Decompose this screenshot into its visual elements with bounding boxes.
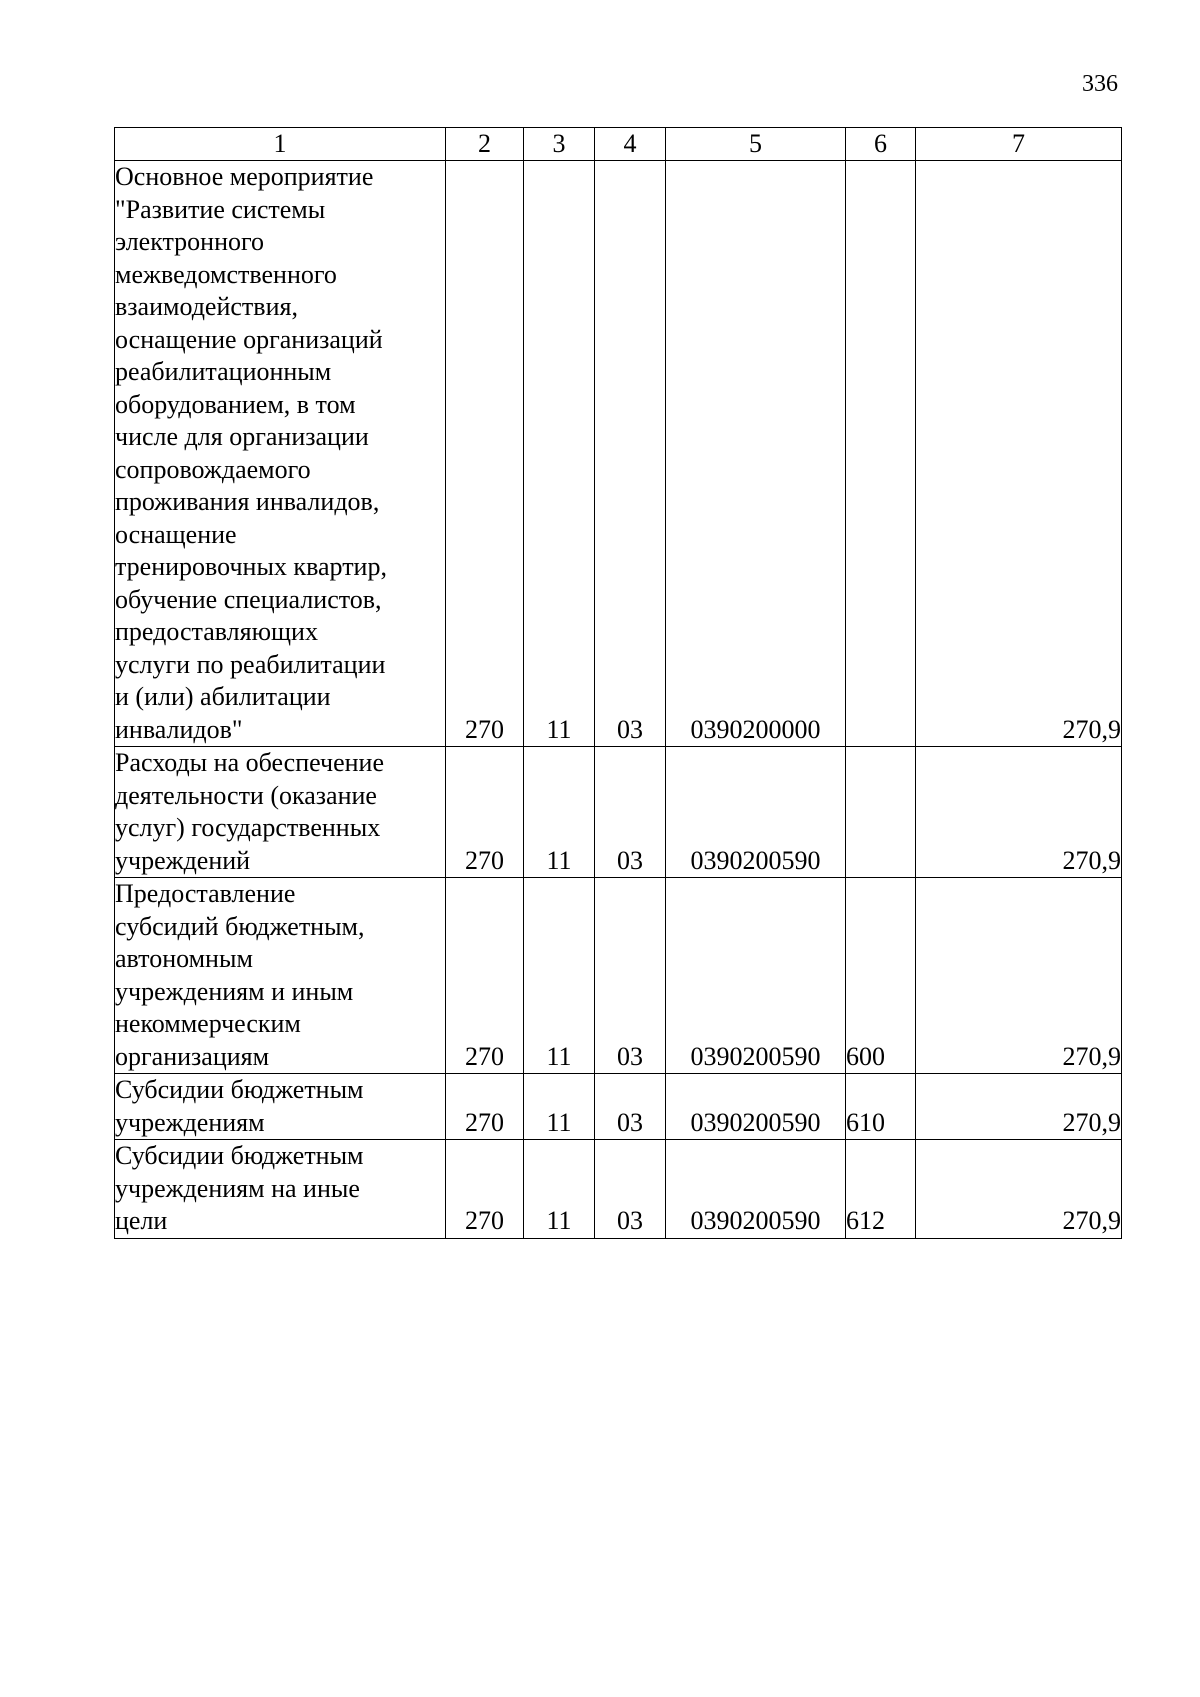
row-col2-cell: 270 xyxy=(446,1140,524,1239)
row-col3-cell: 11 xyxy=(524,161,595,747)
row-name-line: услуги по реабилитации xyxy=(115,649,386,679)
header-cell-3: 3 xyxy=(524,128,595,161)
row-name-line: учреждениям на иные xyxy=(115,1173,360,1203)
row-col4-cell: 03 xyxy=(595,878,666,1074)
row-name-line: межведомственного xyxy=(115,259,337,289)
row-name-line: цели xyxy=(115,1206,168,1235)
row-col6-cell xyxy=(846,161,916,747)
row-name-line: оснащение организаций xyxy=(115,324,383,354)
row-col6-cell: 612 xyxy=(846,1140,916,1239)
budget-table xyxy=(114,127,1122,1239)
table-row xyxy=(115,878,1122,1074)
row-col5-cell: 0390200590 xyxy=(666,747,846,878)
row-col5-cell: 0390200590 xyxy=(666,1140,846,1239)
row-col4-cell: 03 xyxy=(595,161,666,747)
header-cell-1: 1 xyxy=(115,128,446,161)
row-name-line: сопровождаемого xyxy=(115,454,311,484)
header-cell-6: 6 xyxy=(846,128,916,161)
row-name-line: учреждениям xyxy=(115,1107,265,1137)
row-col7-cell: 270,9 xyxy=(916,878,1122,1074)
row-col3-cell: 11 xyxy=(524,878,595,1074)
table-row xyxy=(115,1074,1122,1140)
row-name-line: Субсидии бюджетным xyxy=(115,1141,364,1170)
header-cell-2: 2 xyxy=(446,128,524,161)
row-name-line: оснащение xyxy=(115,519,237,549)
row-name-line: Расходы на обеспечение xyxy=(115,748,385,777)
row-name-line: Основное мероприятие xyxy=(115,162,374,191)
table-header-row xyxy=(115,128,1122,161)
row-name-line: обучение специалистов, xyxy=(115,584,382,614)
table-row xyxy=(115,161,1122,747)
row-col3-cell: 11 xyxy=(524,1074,595,1140)
header-cell-4: 4 xyxy=(595,128,666,161)
row-name-line: автономным xyxy=(115,944,253,973)
row-name-line: учреждений xyxy=(115,845,251,875)
row-col6-cell: 600 xyxy=(846,878,916,1074)
row-name-cell xyxy=(115,747,446,878)
row-col7-cell: 270,9 xyxy=(916,1074,1122,1140)
row-name-line: реабилитационным xyxy=(115,357,332,386)
row-col5-cell: 0390200590 xyxy=(666,878,846,1074)
row-col6-cell xyxy=(846,747,916,878)
row-col3-cell: 11 xyxy=(524,747,595,878)
row-name-line: субсидий бюджетным, xyxy=(115,911,365,941)
row-col6-cell: 610 xyxy=(846,1074,916,1140)
row-col2-cell: 270 xyxy=(446,747,524,878)
row-col5-cell: 0390200000 xyxy=(666,161,846,747)
row-col2-cell: 270 xyxy=(446,878,524,1074)
table-row xyxy=(115,1140,1122,1239)
row-name-line: Предоставление xyxy=(115,879,296,908)
row-name-line: деятельности (оказание xyxy=(115,780,377,810)
row-name-line: "Развитие системы xyxy=(115,194,326,224)
row-name-cell xyxy=(115,161,446,747)
row-name-line: и (или) абилитации xyxy=(115,682,331,711)
row-col2-cell: 270 xyxy=(446,1074,524,1140)
row-col4-cell: 03 xyxy=(595,1074,666,1140)
row-name-line: предоставляющих xyxy=(115,617,318,646)
table-body xyxy=(115,161,1122,1239)
row-name-line: тренировочных квартир, xyxy=(115,552,387,581)
row-name-line: некоммерческим xyxy=(115,1009,301,1038)
row-col4-cell: 03 xyxy=(595,1140,666,1239)
row-col5-cell: 0390200590 xyxy=(666,1074,846,1140)
page-number: 336 xyxy=(1082,71,1118,97)
header-cell-7: 7 xyxy=(916,128,1122,161)
row-name-line: инвалидов" xyxy=(115,714,243,744)
row-name-line: электронного xyxy=(115,227,265,256)
row-name-line: учреждениям и иным xyxy=(115,976,354,1006)
row-name-line: проживания инвалидов, xyxy=(115,487,380,516)
row-name-line: взаимодействия, xyxy=(115,292,298,321)
row-name-cell xyxy=(115,1074,446,1140)
row-name-line: Субсидии бюджетным xyxy=(115,1075,364,1104)
row-name-line: организациям xyxy=(115,1041,270,1071)
row-col2-cell: 270 xyxy=(446,161,524,747)
row-name-line: числе для организации xyxy=(115,422,369,451)
header-cell-5: 5 xyxy=(666,128,846,161)
row-name-cell xyxy=(115,1140,446,1239)
row-name-cell xyxy=(115,878,446,1074)
row-col7-cell: 270,9 xyxy=(916,747,1122,878)
row-name-line: услуг) государственных xyxy=(115,813,381,842)
row-name-line: оборудованием, в том xyxy=(115,389,356,419)
table-row xyxy=(115,747,1122,878)
row-col4-cell: 03 xyxy=(595,747,666,878)
row-col7-cell: 270,9 xyxy=(916,1140,1122,1239)
row-col3-cell: 11 xyxy=(524,1140,595,1239)
row-col7-cell: 270,9 xyxy=(916,161,1122,747)
